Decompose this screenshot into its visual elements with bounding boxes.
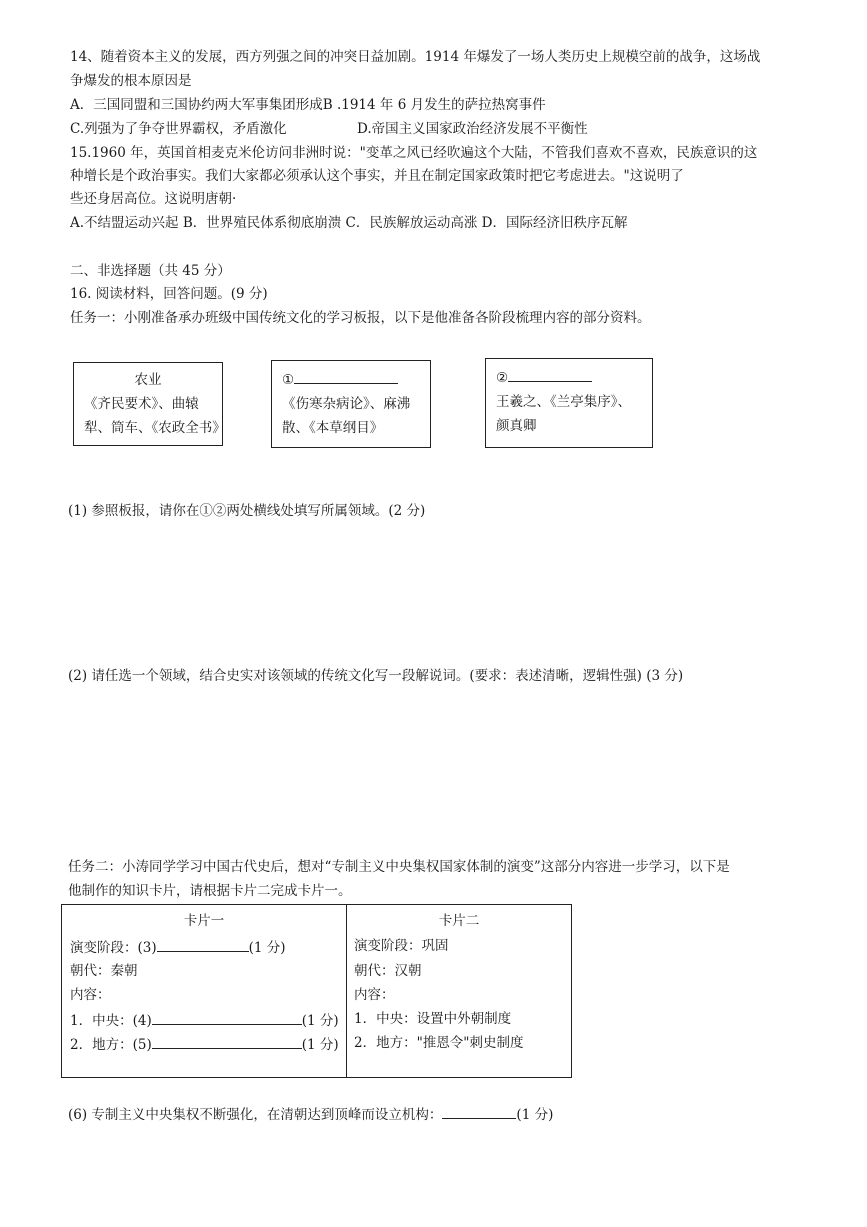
q15-stem-line1: 15.1960 年，英国首相麦克米伦访问非洲时说："变革之风已经吹遍这个大陆，不管我们喜欢不喜欢，民族意识的这 [70,145,758,161]
q14-stem-line2: 争爆发的根本原因是 [70,73,192,89]
card1-central-score: (1 分) [301,1013,339,1029]
task1-text: 任务一：小刚准备承办班级中国传统文化的学习板报，以下是他准备各阶段梳理内容的部分资料。 [70,310,651,326]
board-field-1-label: ① [282,372,295,388]
card1-stage-blank [157,937,249,952]
board-field-1-underline [294,369,398,384]
board-field-1-blank [282,369,430,389]
board-agriculture [73,362,226,446]
card1-local-label: 2．地方：(5) [70,1037,152,1053]
sub-question-1: (1) 参照板报，请你在①②两处横线处填写所属领域。(2 分) [68,503,426,519]
card1-central [70,1010,339,1030]
card2-content-label: 内容： [354,987,395,1003]
board-field-1-line2: 散、《本草纲目》 [282,420,384,436]
q14-option-a-text: A．三国同盟和三国协约两大军事集团形成 [70,97,323,113]
q15-stem-line3: 些还身居高位。这说明唐朝· [70,191,237,207]
card2-stage: 演变阶段：巩固 [354,938,449,954]
card2-dynasty: 朝代：汉朝 [354,963,422,979]
task2-line2: 他制作的知识卡片，请根据卡片二完成卡片一。 [68,883,352,899]
sub-question-6-score: (1 分) [516,1107,554,1123]
board-field-2 [485,358,653,448]
board-agriculture-line3: 犁、筒车、《农政全书》 [84,420,226,436]
card2-local: 2．地方："推恩令"刺史制度 [354,1035,524,1051]
card1-stage-label: 演变阶段：(3) [70,940,157,956]
knowledge-cards [61,904,572,1078]
q14-option-d: D.帝国主义国家政治经济发展不平衡性 [357,121,588,137]
q14-option-b-text: B .1914 年 6 月发生的萨拉热窝事件 [322,97,546,113]
board-field-2-underline [508,367,592,382]
sub-question-6-text: (6) 专制主义中央集权不断强化，在清朝达到顶峰而设立机构： [68,1107,443,1123]
board-field-2-label: ② [496,370,509,386]
section2-title: 二、非选择题（共 45 分） [70,263,231,279]
board-field-2-line1: 王羲之、《兰亭集序》、 [496,394,631,410]
q16-title: 16. 阅读材料，回答问题。(9 分) [70,286,268,302]
board-agriculture-title: 农业 [134,372,162,388]
task2-line1: 任务二：小涛同学学习中国古代史后，想对“专制主义中央集权国家体制的演变”这部分内容进一步学习，以下是 [68,859,730,875]
board-agriculture-line2: 《齐民要术》、曲辕 [84,396,199,412]
card1-local-blank [152,1034,302,1049]
sub-question-2: (2) 请任选一个领域，结合史实对该领域的传统文化写一段解说词。(要求：表述清晰，逻辑性强) (3 分) [68,668,684,684]
card1-local-score: (1 分) [301,1037,339,1053]
card1-central-label: 1．中央：(4) [70,1013,152,1029]
board-field-1-line1: 《伤寒杂病论》、麻沸 [282,396,411,412]
cards-divider [346,905,347,1077]
q14-option-a [70,96,546,114]
card1-dynasty: 朝代：秦朝 [70,963,138,979]
card1-content-label: 内容： [70,987,111,1003]
card1-stage [70,937,286,957]
sub-question-6-blank [442,1104,516,1119]
card1-stage-score: (1 分) [248,940,286,956]
sub-question-6 [68,1104,553,1124]
board-field-2-blank [496,367,652,387]
board-field-2-line2: 颜真卿 [496,418,537,434]
card1-central-blank [152,1010,302,1025]
card2-title: 卡片二 [438,913,480,929]
q14-option-c: C.列强为了争夺世界霸权，矛盾激化 [70,121,287,137]
q15-stem-line2: 种增长是个政治事实。我们大家都必须承认这个事实，并且在制定国家政策时把它考虑进去。"这说明了 [70,168,684,184]
card1-local [70,1034,339,1054]
q15-options: A.不结盟运动兴起 B．世界殖民体系彻底崩溃 C．民族解放运动高涨 D．国际经济旧秩序瓦解 [70,215,628,231]
card2-central: 1．中央：设置中外朝制度 [354,1011,512,1027]
board-field-1 [271,360,431,448]
card1-title: 卡片一 [183,913,225,929]
q14-stem-line1: 14、随着资本主义的发展，西方列强之间的冲突日益加剧。1914 年爆发了一场人类历史上规模空前的战争，这场战 [70,49,761,65]
